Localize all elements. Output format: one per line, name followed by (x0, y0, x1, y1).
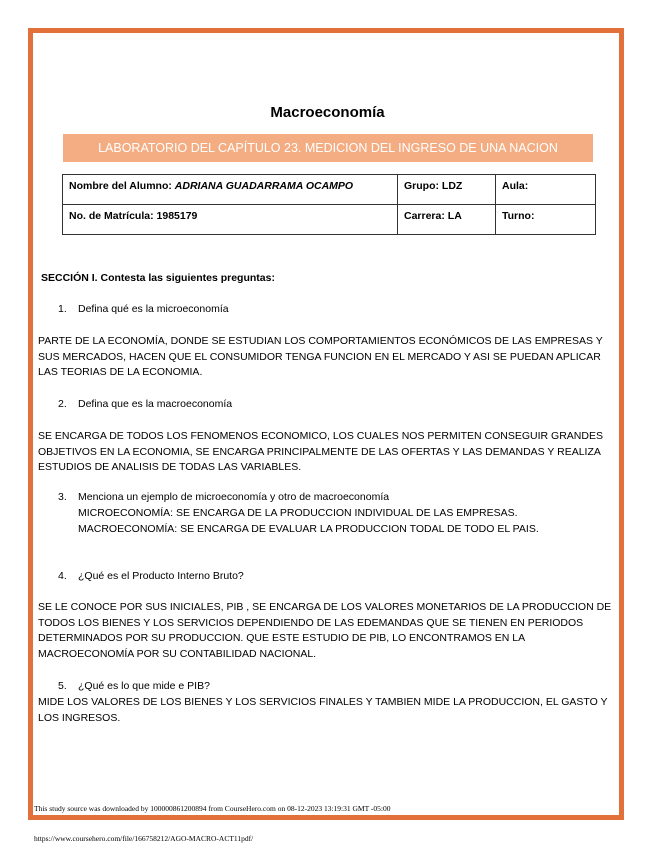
turno-cell: Turno: (496, 205, 596, 235)
answer-4 (38, 600, 611, 662)
question-text: Menciona un ejemplo de microeconomía y otro de macroeconomía (78, 491, 390, 503)
answer-line: PARTE DE LA ECONOMÍA, DONDE SE ESTUDIAN LOS COMPORTAMIENTOS ECONÓMICOS DE LAS EMPRESAS Y (38, 335, 603, 347)
question-number: 4. (58, 570, 67, 582)
question-text: ¿Qué es el Producto Interno Bruto? (78, 570, 244, 582)
answer-3 (78, 506, 539, 537)
answer-line: LAS TEORIAS DE LA ECONOMIA. (38, 366, 203, 378)
answer-line: LOS INGRESOS. (38, 711, 121, 724)
question-5 (58, 680, 210, 692)
answer-1 (38, 334, 603, 381)
answer-line: ESTUDIOS DE ANALISIS DE TODAS LAS VARIABLES. (38, 461, 302, 473)
carrera-cell: Carrera: LA (398, 205, 496, 235)
student-name: ADRIANA GUADARRAMA OCAMPO (174, 180, 354, 192)
question-text: Defina qué es la microeconomía (78, 303, 229, 315)
question-2 (58, 398, 232, 410)
answer-line: TODOS LOS BIENES Y LOS SERVICIOS DEPENDIENDO DE LAS EDEMANDAS QUE SE TIENEN EN PERIODOS (38, 616, 584, 629)
question-text: ¿Qué es lo que mide e PIB? (78, 680, 210, 692)
question-4 (58, 570, 244, 582)
question-number: 1. (58, 303, 67, 315)
question-number: 2. (58, 398, 67, 410)
source-notice: This study source was downloaded by 100000861200894 from CourseHero.com on 08-12-2023 13:19:31 GMT -05:00 (34, 804, 391, 813)
answer-5 (38, 695, 608, 726)
answer-line: OBJETIVOS EN LA ECONOMIA, SE ENCARGA PRINCIPALMENTE DE LAS OFERTAS Y LAS DEMANDAS Y REALIZA (38, 445, 601, 458)
answer-2 (38, 429, 603, 476)
answer-line: SUS MERCADOS, HACEN QUE EL CONSUMIDOR TENGA FUNCION EN EL MERCADO Y ASI SE PUEDAN APLICAR (38, 350, 601, 363)
student-info-table (62, 174, 596, 235)
question-1 (58, 303, 229, 315)
student-label: Nombre del Alumno: (69, 180, 172, 192)
source-url[interactable]: https://www.coursehero.com/file/166758212/AGO-MACRO-ACT11pdf/ (34, 834, 254, 843)
document-title: Macroeconomía (270, 104, 385, 121)
answer-line: MICROECONOMÍA: SE ENCARGA DE LA PRODUCCION INDIVIDUAL DE LAS EMPRESAS. (78, 507, 518, 519)
question-text: Defina que es la macroeconomía (78, 398, 233, 410)
question-3 (58, 491, 389, 503)
grupo-cell: Grupo: LDZ (398, 175, 496, 205)
answer-line: SE ENCARGA DE TODOS LOS FENOMENOS ECONOMICO, LOS CUALES NOS PERMITEN CONSEGUIR GRANDES (38, 430, 603, 442)
section-heading: SECCIÓN I. Contesta las siguientes preguntas: (41, 272, 275, 284)
student-name-cell (63, 175, 398, 205)
aula-cell: Aula: (496, 175, 596, 205)
question-number: 5. (58, 680, 67, 692)
matricula-cell: No. de Matrícula: 1985179 (63, 205, 398, 235)
question-number: 3. (58, 491, 67, 503)
answer-line: MACROECONOMÍA POR SU CONTABILIDAD NACIONAL. (38, 647, 317, 660)
answer-line: DETERMINADOS POR SU PRODUCCION. QUE ESTE ESTUDIO DE PIB, LO ENCONTRAMOS EN LA (38, 632, 526, 644)
lab-banner: LABORATORIO DEL CAPÍTULO 23. MEDICION DEL INGRESO DE UNA NACION (63, 134, 593, 162)
answer-line: MIDE LOS VALORES DE LOS BIENES Y LOS SERVICIOS FINALES Y TAMBIEN MIDE LA PRODUCCION, EL GASTO Y (38, 696, 608, 708)
answer-line: MACROECONOMÍA: SE ENCARGA DE EVALUAR LA PRODUCCION TODAL DE TODO EL PAIS. (78, 522, 539, 535)
answer-line: SE LE CONOCE POR SUS INICIALES, PIB , SE ENCARGA DE LOS VALORES MONETARIOS DE LA PRODUCCION DE (38, 601, 612, 613)
